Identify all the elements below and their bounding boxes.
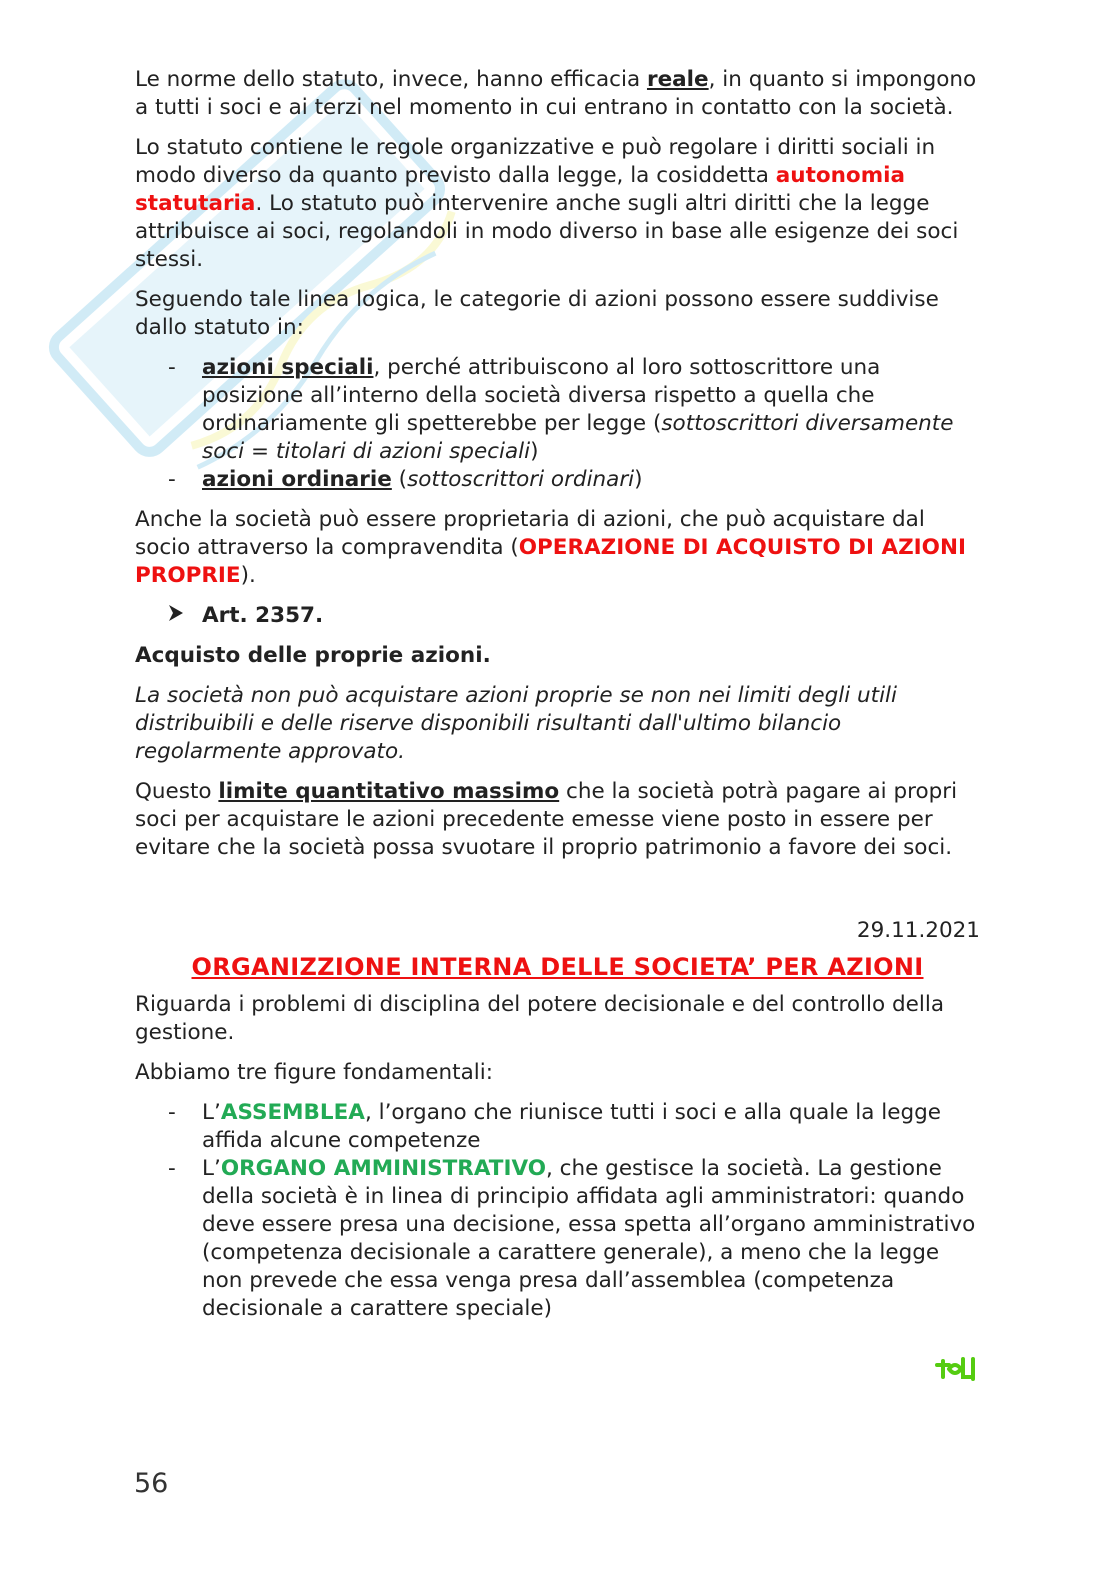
list-dash: - bbox=[168, 1156, 176, 1181]
term-azioni-ordinarie: azioni ordinarie bbox=[202, 467, 392, 492]
list-item: - L’ORGANO AMMINISTRATIVO, che gestisce la società. La gestione della società è in linea di principio affidata agli amministratori: quando deve essere presa una decisione, essa spetta all’organo amministrativo (competenza decisionale a carattere generale), a meno che la legge non prevede che essa venga presa dall’assemblea (competenza decisionale a carattere speciale) bbox=[168, 1156, 976, 1321]
paragraph-azioni-proprie: Anche la società può essere proprietaria di azioni, che può acquistare dal socio attraverso la compravendita (OPERAZIONE DI ACQUISTO DI AZIONI PROPRIE). bbox=[135, 507, 966, 588]
list-item: - azioni speciali, perché attribuiscono al loro sottoscrittore una posizione all’interno della società diversa rispetto a quella che ordinariamente gli spetterebbe per legge (sottoscrittori diversamente soci = titolari di azioni speciali) bbox=[168, 355, 954, 464]
term-autonomia-statutaria: autonomia statutaria bbox=[135, 163, 905, 216]
term-operazione-acquisto: OPERAZIONE DI ACQUISTO DI AZIONI PROPRIE bbox=[135, 535, 966, 588]
paragraph-figure: Abbiamo tre figure fondamentali: bbox=[135, 1060, 493, 1085]
share-categories-list bbox=[135, 354, 980, 494]
lecture-date: 29.11.2021 bbox=[856, 918, 980, 943]
article-number: Art. 2357. bbox=[202, 603, 324, 628]
list-dash: - bbox=[168, 467, 176, 492]
list-item: - L’ASSEMBLEA, l’organo che riunisce tutti i soci e alla quale la legge affida alcune competenze bbox=[168, 1100, 942, 1153]
arrow-bullet-icon bbox=[168, 602, 184, 630]
list-dash: - bbox=[168, 355, 176, 380]
page-content bbox=[135, 66, 980, 1335]
list-dash: - bbox=[168, 1100, 176, 1125]
paragraph-categorie: Seguendo tale linea logica, le categorie di azioni possono essere suddivise dallo statuto in: bbox=[135, 287, 939, 340]
term-limite-quantitativo: limite quantitativo massimo bbox=[218, 779, 560, 804]
paragraph-riguarda: Riguarda i problemi di disciplina del potere decisionale e del controllo della gestione. bbox=[135, 992, 944, 1045]
paragraph-efficacia-reale: Le norme dello statuto, invece, hanno efficacia reale, in quanto si impongono a tutti i soci e ai terzi nel momento in cui entrano in contatto con la società. bbox=[135, 67, 977, 120]
section-heading: ORGANIZZIONE INTERNA DELLE SOCIETA’ PER AZIONI bbox=[191, 953, 924, 981]
paragraph-limite: Questo limite quantitativo massimo che la società potrà pagare ai propri soci per acquistare le azioni precedente emesse viene posto in essere per evitare che la società possa svuotare il proprio patrimonio a favore dei soci. bbox=[135, 779, 958, 860]
term-organo-amministrativo: ORGANO AMMINISTRATIVO bbox=[220, 1156, 546, 1181]
continue-stamp-icon bbox=[935, 1355, 977, 1383]
paragraph-statuto: Lo statuto contiene le regole organizzative e può regolare i diritti sociali in modo diverso da quanto previsto dalla legge, la cosiddetta autonomia statutaria. Lo statuto può intervenire anche sugli altri diritti che la legge attribuisce ai soci, regolandoli in modo diverso in base alle esigenze dei soci stessi. bbox=[135, 135, 959, 272]
term-azioni-speciali: azioni speciali bbox=[202, 355, 374, 380]
article-reference bbox=[135, 602, 980, 630]
term-assemblea: ASSEMBLEA bbox=[220, 1100, 365, 1125]
list-item: - azioni ordinarie (sottoscrittori ordinari) bbox=[168, 467, 643, 492]
term-reale: reale bbox=[646, 67, 709, 92]
article-text: La società non può acquistare azioni proprie se non nei limiti degli utili distribuibili e delle riserve disponibili risultanti dall'ultimo bilancio regolarmente approvato. bbox=[135, 683, 897, 764]
figures-list bbox=[135, 1099, 980, 1323]
article-title: Acquisto delle proprie azioni. bbox=[135, 643, 491, 668]
page-number: 56 bbox=[134, 1468, 169, 1499]
